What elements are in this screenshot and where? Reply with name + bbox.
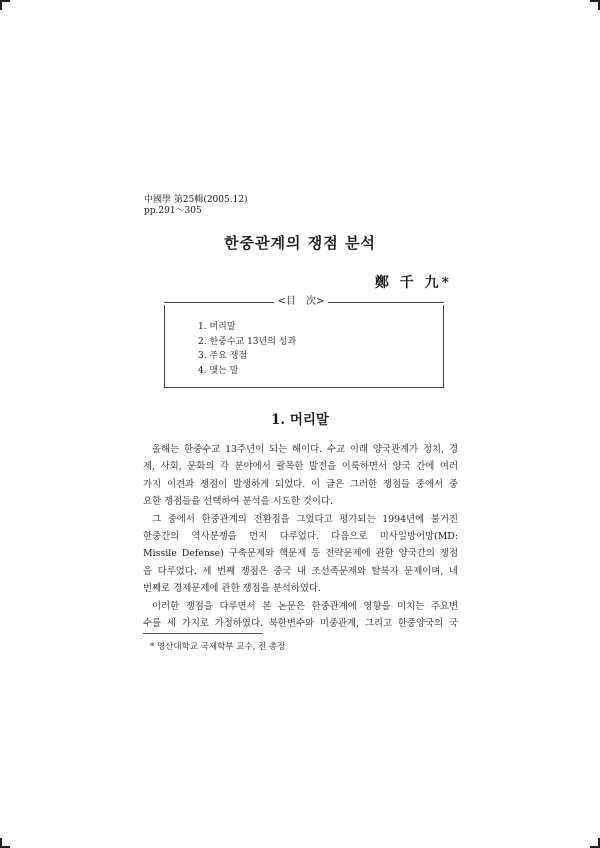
body-line: 그 중에서 한중관계의 전환점을 그었다고 평가되는 1994년에 불거진: [152, 513, 458, 525]
paper-title: 한중관계의 쟁점 분석: [224, 234, 376, 252]
body-line: 한중간의 역사분쟁을 먼저 다루었다. 다음으로 미사일방어망(MD:: [143, 531, 458, 543]
body-line: 번째로 경제문제에 관한 쟁점을 분석하였다.: [143, 583, 321, 595]
body-line: 이러한 쟁점을 다루면서 본 논문은 한중관계에 영향을 미치는 주요변: [152, 600, 458, 612]
body-line: 올해는 한중수교 13주년이 되는 해이다. 수교 이래 양국관계가 정치, 경: [152, 444, 458, 455]
journal-volume: 中國學 第25輯(2005.12): [144, 195, 248, 205]
body-line: 수를 세 가지로 가정하였다. 북한변수와 미중관계, 그리고 한중양국의 국: [143, 618, 458, 630]
crop-mark: [0, 0, 2, 10]
body-text: [143, 441, 458, 632]
body-line: 요한 쟁점들을 선택하여 분석을 시도한 것이다.: [143, 496, 333, 508]
body-line: Missile Defense) 구축문제와 핵문제 등 전략문제에 관한 양국간의 쟁점: [143, 548, 458, 560]
toc-item: 2. 한중수교 13년의 성과: [198, 336, 297, 347]
toc-item: 1. 머리말: [198, 322, 236, 332]
body-line: 제, 사회, 문화의 각 분야에서 괄목한 발전을 이룩하면서 양국 간에 여러: [143, 461, 458, 473]
body-line: 을 다루었다. 세 번째 쟁점은 중국 내 조선족문제와 탈북자 문제이며, 네: [143, 565, 458, 577]
body-line: 가지 이견과 쟁점이 발생하게 되었다. 이 글은 그러한 쟁점들 중에서 중: [143, 478, 458, 490]
author-name: 鄭 千 九*: [374, 275, 452, 291]
toc-item: 3. 주요 쟁점: [198, 351, 248, 361]
journal-pages: pp.291～305: [144, 206, 202, 216]
toc-item: 4. 맺는 말: [198, 365, 239, 376]
toc-label: <目 次>: [274, 296, 329, 307]
toc-list: [198, 320, 296, 378]
footnote: * 영산대학교 국제학부 교수, 전 총장: [150, 642, 286, 652]
section-heading: 1. 머리말: [271, 412, 329, 428]
footnote-rule: [143, 633, 263, 634]
journal-info: [144, 195, 248, 217]
crop-mark: [0, 838, 2, 848]
